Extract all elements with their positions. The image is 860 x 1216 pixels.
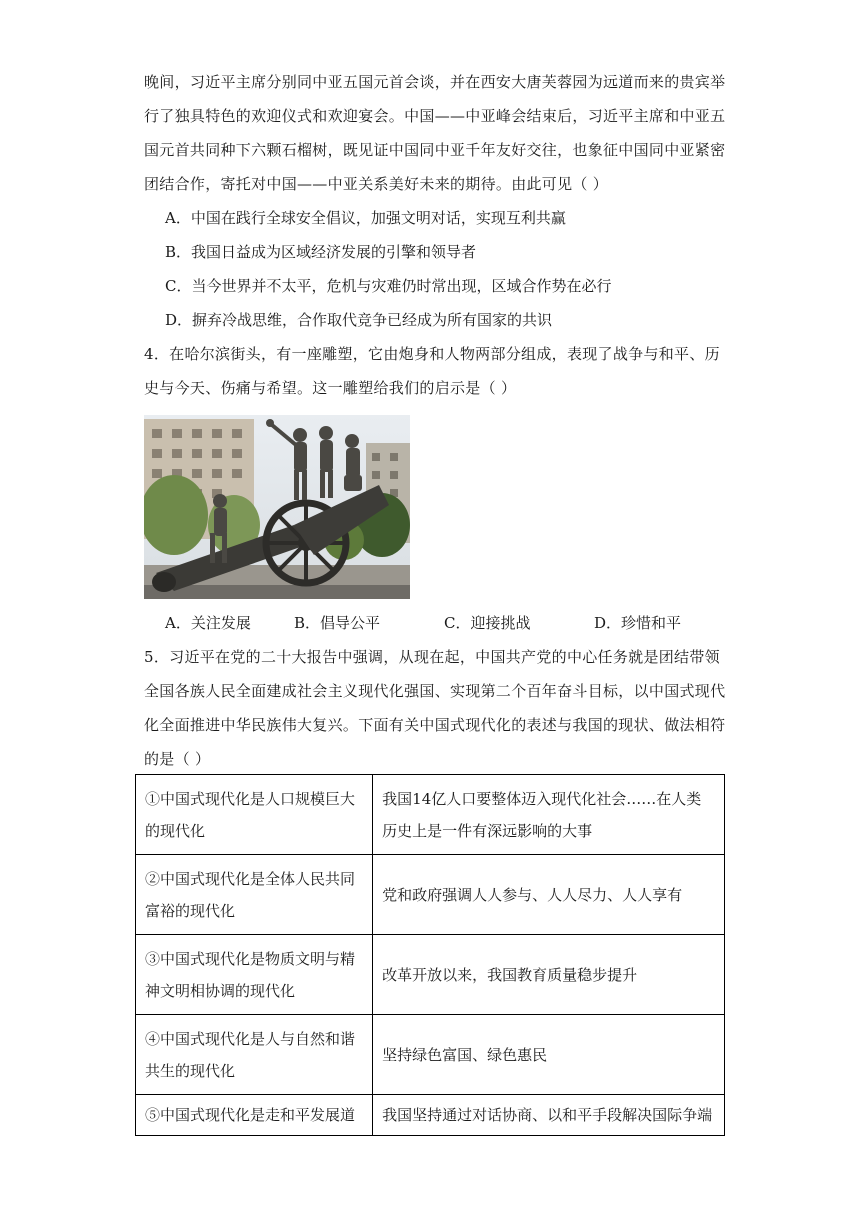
q3-option-d[interactable]: D．摒弃冷战思维，合作取代竞争已经成为所有国家的共识 <box>165 311 553 329</box>
cell-text: 改革开放以来，我国教育质量稳步提升 <box>382 965 638 984</box>
table-cell-statement <box>136 855 373 935</box>
q5-text-line: 化全面推进中华民族伟大复兴。下面有关中国式现代化的表述与我国的现状、做法相符 <box>144 716 726 734</box>
cell-text: 的现代化 <box>145 821 206 840</box>
table-cell-statement <box>136 1095 373 1136</box>
q5-text-line: 的是（ ） <box>144 750 211 768</box>
table-cell-practice <box>373 855 725 935</box>
cell-text: 坚持绿色富国、绿色惠民 <box>382 1045 548 1064</box>
q4-text-line: 4．在哈尔滨街头，有一座雕塑，它由炮身和人物两部分组成，表现了战争与和平、历 <box>144 345 720 363</box>
table-cell-practice <box>373 1015 725 1095</box>
cell-text: 神文明相协调的现代化 <box>145 981 296 1000</box>
q3-text-line: 团结合作，寄托对中国——中亚关系美好未来的期待。由此可见（ ） <box>144 175 609 193</box>
table-row <box>136 935 725 1015</box>
sculpture-photo <box>144 415 410 599</box>
q3-option-c[interactable]: C．当今世界并不太平，危机与灾难仍时常出现，区域合作势在必行 <box>165 277 612 295</box>
q3-text-line: 行了独具特色的欢迎仪式和欢迎宴会。中国——中亚峰会结束后，习近平主席和中亚五 <box>144 107 726 125</box>
q3-option-b[interactable]: B．我国日益成为区域经济发展的引擎和领导者 <box>165 243 477 261</box>
table-cell-practice <box>373 775 725 855</box>
table-cell-statement <box>136 775 373 855</box>
cell-text: 富裕的现代化 <box>145 901 236 920</box>
q5-text-line: 全国各族人民全面建成社会主义现代化强国、实现第二个百年奋斗目标，以中国式现代 <box>144 682 726 700</box>
modernization-table <box>135 774 725 1136</box>
table-row <box>136 855 725 935</box>
q3-text-line: 国元首共同种下六颗石榴树，既见证中国同中亚千年友好交往，也象征中国同中亚紧密 <box>144 141 726 159</box>
q3-text-line: 晚间，习近平主席分别同中亚五国元首会谈，并在西安大唐芙蓉园为远道而来的贵宾举 <box>144 73 726 91</box>
cell-text: ②中国式现代化是全体人民共同 <box>145 869 356 888</box>
cell-text: 历史上是一件有深远影响的大事 <box>382 821 593 840</box>
table-cell-practice <box>373 935 725 1015</box>
cell-text: 共生的现代化 <box>145 1061 236 1080</box>
q4-text-line: 史与今天、伤痛与希望。这一雕塑给我们的启示是（ ） <box>144 379 517 397</box>
table-cell-statement <box>136 1015 373 1095</box>
q5-text-line: 5．习近平在党的二十大报告中强调，从现在起，中国共产党的中心任务就是团结带领 <box>144 648 720 666</box>
table-cell-practice <box>373 1095 725 1136</box>
cell-text: ①中国式现代化是人口规模巨大 <box>145 789 356 808</box>
q4-option-d[interactable]: D．珍惜和平 <box>594 614 682 632</box>
q4-option-b[interactable]: B．倡导公平 <box>294 614 381 632</box>
table-row <box>136 1015 725 1095</box>
q4-option-a[interactable]: A．关注发展 <box>165 614 251 632</box>
cell-text: 我国坚持通过对话协商、以和平手段解决国际争端 <box>382 1106 713 1124</box>
cell-text: ④中国式现代化是人与自然和谐 <box>145 1029 356 1048</box>
table-cell-statement <box>136 935 373 1015</box>
cell-text: ③中国式现代化是物质文明与精 <box>145 949 356 968</box>
cell-text: ⑤中国式现代化是走和平发展道 <box>145 1106 356 1124</box>
table-row <box>136 1095 725 1136</box>
q4-option-c[interactable]: C．迎接挑战 <box>444 614 531 632</box>
cell-text: 我国14亿人口要整体迈入现代化社会……在人类 <box>382 789 702 808</box>
table-row <box>136 775 725 855</box>
q3-option-a[interactable]: A．中国在践行全球安全倡议，加强文明对话，实现互利共赢 <box>165 209 566 227</box>
cell-text: 党和政府强调人人参与、人人尽力、人人享有 <box>382 885 683 904</box>
